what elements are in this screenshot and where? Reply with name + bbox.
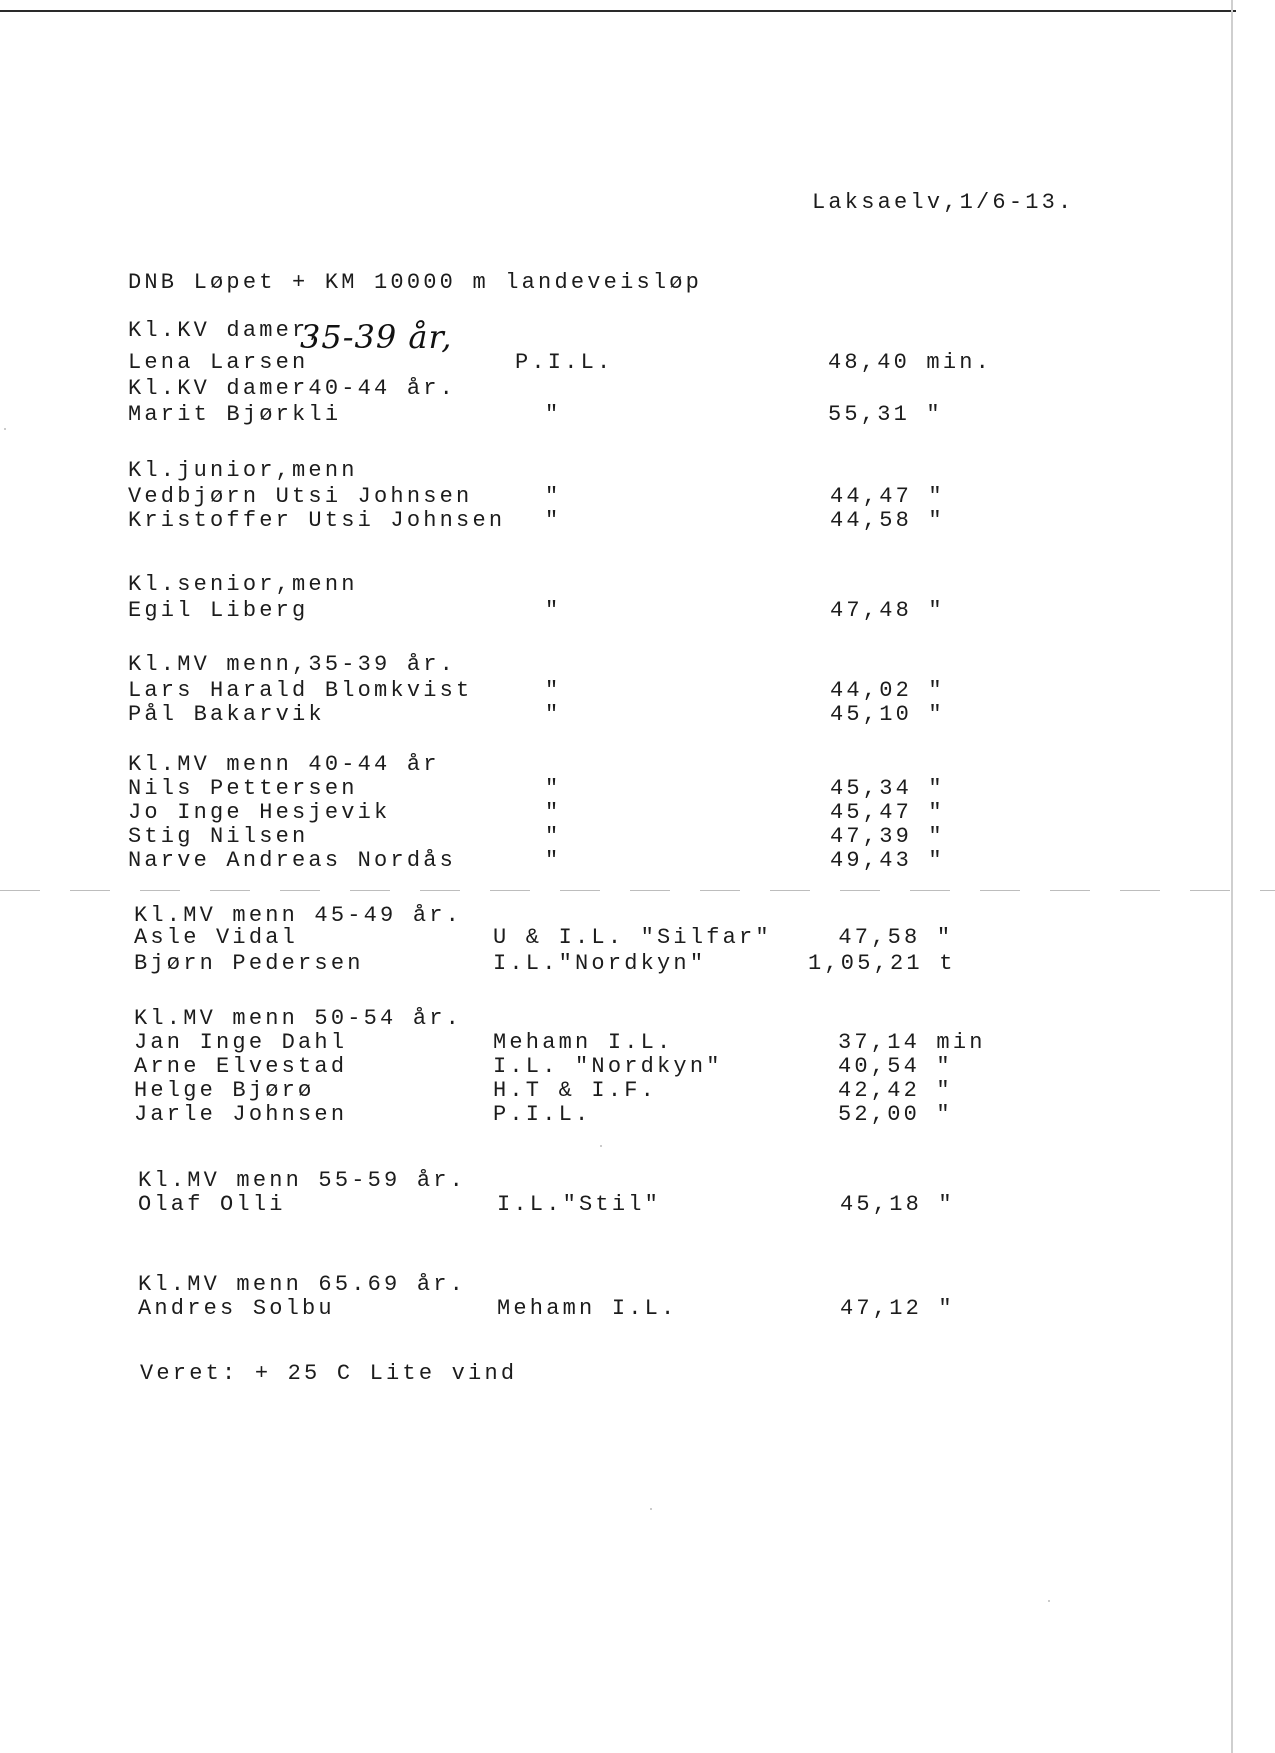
club-name: " (545, 484, 562, 509)
runner-name: Lena Larsen (128, 350, 309, 375)
finish-time: 55,31 " (828, 402, 943, 427)
runner-name: Andres Solbu (138, 1296, 335, 1321)
scan-edge-right (1231, 0, 1233, 1753)
class-heading: Kl.MV menn 50-54 år. (134, 1006, 463, 1031)
club-name: Mehamn I.L. (497, 1296, 678, 1321)
finish-time: 48,40 min. (828, 350, 993, 375)
finish-time: 45,10 " (830, 702, 945, 727)
club-name: Mehamn I.L. (493, 1030, 674, 1055)
club-name: " (545, 848, 562, 873)
class-heading: Kl.KV damer40-44 år. (128, 376, 457, 401)
scan-speck (1048, 1600, 1050, 1602)
runner-name: Stig Nilsen (128, 824, 309, 849)
runner-name: Olaf Olli (138, 1192, 286, 1217)
runner-name: Helge Bjørø (134, 1078, 315, 1103)
runner-name: Vedbjørn Utsi Johnsen (128, 484, 473, 509)
club-name: P.I.L. (493, 1102, 592, 1127)
finish-time: 42,42 " (838, 1078, 953, 1103)
runner-name: Nils Pettersen (128, 776, 358, 801)
club-name: I.L. "Nordkyn" (493, 1054, 723, 1079)
scan-speck (4, 428, 6, 430)
class-heading: Kl.MV menn 45-49 år. (134, 903, 463, 928)
runner-name: Jan Inge Dahl (134, 1030, 348, 1055)
place-date: Laksaelv,1/6-13. (812, 190, 1075, 215)
club-name: " (545, 678, 562, 703)
club-name: P.I.L. (515, 350, 614, 375)
finish-time: 52,00 " (838, 1102, 953, 1127)
club-name: U & I.L. "Silfar" (493, 925, 772, 950)
document-title: DNB Løpet + KM 10000 m landeveisløp (128, 270, 703, 295)
club-name: I.L."Nordkyn" (493, 951, 707, 976)
club-name: " (545, 508, 562, 533)
runner-name: Lars Harald Blomkvist (128, 678, 473, 703)
runner-name: Egil Liberg (128, 598, 309, 623)
runner-name: Asle Vidal (134, 925, 299, 950)
club-name: " (545, 824, 562, 849)
handwritten-note: 35-39 år, (300, 318, 453, 356)
class-heading: Kl.senior,menn (128, 572, 358, 597)
paper-fold-line (0, 890, 1275, 891)
runner-name: Bjørn Pedersen (134, 951, 364, 976)
finish-time: 45,18 " (840, 1192, 955, 1217)
scan-speck (600, 1145, 602, 1147)
class-heading: Kl.MV menn,35-39 år. (128, 652, 457, 677)
club-name: " (545, 402, 562, 427)
runner-name: Kristoffer Utsi Johnsen (128, 508, 506, 533)
finish-time: 47,39 " (830, 824, 945, 849)
runner-name: Marit Bjørkli (128, 402, 342, 427)
club-name: H.T & I.F. (493, 1078, 658, 1103)
finish-time: 45,34 " (830, 776, 945, 801)
runner-name: Jarle Johnsen (134, 1102, 348, 1127)
finish-time: 44,02 " (830, 678, 945, 703)
class-heading: Kl.MV menn 40-44 år (128, 752, 440, 777)
club-name: I.L."Stil" (497, 1192, 662, 1217)
runner-name: Pål Bakarvik (128, 702, 325, 727)
runner-name: Arne Elvestad (134, 1054, 348, 1079)
runner-name: Jo Inge Hesjevik (128, 800, 391, 825)
club-name: " (545, 598, 562, 623)
finish-time: 44,58 " (830, 508, 945, 533)
finish-time: 45,47 " (830, 800, 945, 825)
club-name: " (545, 800, 562, 825)
finish-time: 47,48 " (830, 598, 945, 623)
class-heading: Kl.MV menn 55-59 år. (138, 1168, 467, 1193)
class-heading: Kl.MV menn 65.69 år. (138, 1272, 467, 1297)
finish-time: 1,05,21 t (808, 951, 956, 976)
finish-time: 47,58 " (822, 925, 954, 950)
class-heading: Kl.KV damer, (128, 318, 325, 343)
class-heading: Kl.junior,menn (128, 458, 358, 483)
club-name: " (545, 776, 562, 801)
finish-time: 49,43 " (830, 848, 945, 873)
finish-time: 44,47 " (830, 484, 945, 509)
scan-edge-top (0, 10, 1236, 12)
finish-time: 40,54 " (838, 1054, 953, 1079)
club-name: " (545, 702, 562, 727)
finish-time: 47,12 " (840, 1296, 955, 1321)
weather-note: Veret: + 25 C Lite vind (140, 1361, 518, 1386)
finish-time: 37,14 min (838, 1030, 986, 1055)
scan-speck (650, 1508, 652, 1510)
runner-name: Narve Andreas Nordås (128, 848, 457, 873)
